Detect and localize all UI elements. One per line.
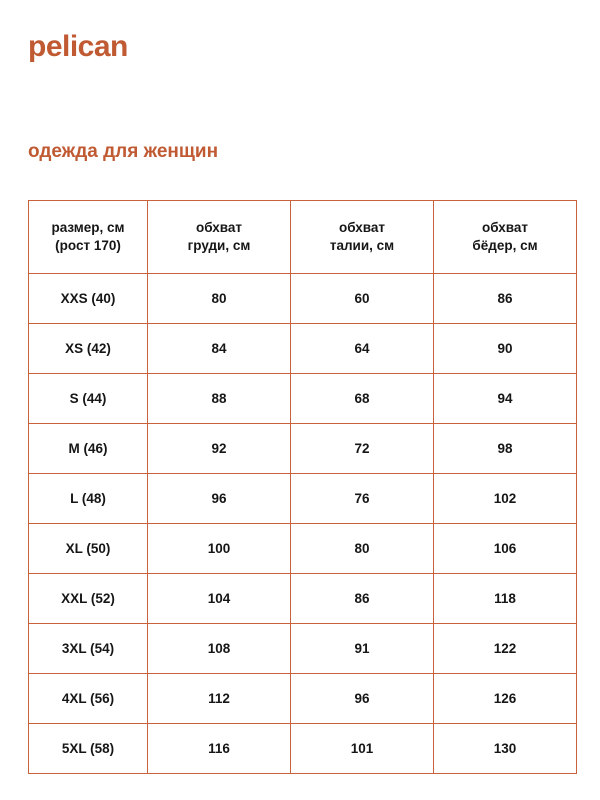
table-row <box>29 324 577 374</box>
cell-waist: 96 <box>291 674 434 724</box>
cell-chest: 108 <box>148 624 291 674</box>
column-header-waist-line1: обхват <box>339 219 385 235</box>
page-title: одежда для женщин <box>28 141 219 162</box>
cell-waist: 60 <box>291 274 434 324</box>
table-row <box>29 374 577 424</box>
column-header-chest-line1: обхват <box>196 219 242 235</box>
cell-hips: 126 <box>434 674 577 724</box>
column-header-chest-line2: груди, см <box>187 238 251 253</box>
brand-logo: pelican <box>28 30 128 63</box>
cell-hips: 98 <box>434 424 577 474</box>
cell-chest: 100 <box>148 524 291 574</box>
cell-size: XXS (40) <box>29 274 148 324</box>
cell-waist: 80 <box>291 524 434 574</box>
cell-waist: 72 <box>291 424 434 474</box>
table-header <box>29 201 577 274</box>
cell-size: S (44) <box>29 374 148 424</box>
size-table <box>28 200 577 774</box>
cell-hips: 94 <box>434 374 577 424</box>
size-table-container <box>28 200 572 774</box>
cell-hips: 122 <box>434 624 577 674</box>
table-row <box>29 674 577 724</box>
cell-chest: 88 <box>148 374 291 424</box>
cell-hips: 130 <box>434 724 577 774</box>
column-header-size-line2: (рост 170) <box>55 238 121 253</box>
cell-hips: 90 <box>434 324 577 374</box>
cell-waist: 76 <box>291 474 434 524</box>
table-row <box>29 724 577 774</box>
cell-size: M (46) <box>29 424 148 474</box>
table-row <box>29 574 577 624</box>
column-header-chest <box>148 201 291 274</box>
cell-size: 4XL (56) <box>29 674 148 724</box>
cell-hips: 118 <box>434 574 577 624</box>
cell-waist: 68 <box>291 374 434 424</box>
cell-size: 3XL (54) <box>29 624 148 674</box>
cell-chest: 96 <box>148 474 291 524</box>
cell-size: XL (50) <box>29 524 148 574</box>
cell-chest: 104 <box>148 574 291 624</box>
cell-waist: 101 <box>291 724 434 774</box>
cell-chest: 116 <box>148 724 291 774</box>
column-header-size-line1: размер, см <box>51 219 125 235</box>
column-header-hips-line1: обхват <box>482 219 528 235</box>
column-header-size <box>29 201 148 274</box>
cell-chest: 84 <box>148 324 291 374</box>
cell-size: XS (42) <box>29 324 148 374</box>
cell-size: L (48) <box>29 474 148 524</box>
cell-hips: 86 <box>434 274 577 324</box>
cell-chest: 112 <box>148 674 291 724</box>
table-row <box>29 274 577 324</box>
table-body <box>29 274 577 774</box>
table-row <box>29 424 577 474</box>
table-header-row <box>29 201 577 274</box>
table-row <box>29 524 577 574</box>
column-header-hips-line2: бёдер, см <box>472 238 538 253</box>
cell-waist: 64 <box>291 324 434 374</box>
cell-size: 5XL (58) <box>29 724 148 774</box>
cell-chest: 92 <box>148 424 291 474</box>
column-header-hips <box>434 201 577 274</box>
cell-hips: 102 <box>434 474 577 524</box>
column-header-waist-line2: талии, см <box>329 238 395 253</box>
cell-size: XXL (52) <box>29 574 148 624</box>
cell-chest: 80 <box>148 274 291 324</box>
table-row <box>29 474 577 524</box>
cell-waist: 91 <box>291 624 434 674</box>
column-header-waist <box>291 201 434 274</box>
cell-hips: 106 <box>434 524 577 574</box>
table-row <box>29 624 577 674</box>
cell-waist: 86 <box>291 574 434 624</box>
